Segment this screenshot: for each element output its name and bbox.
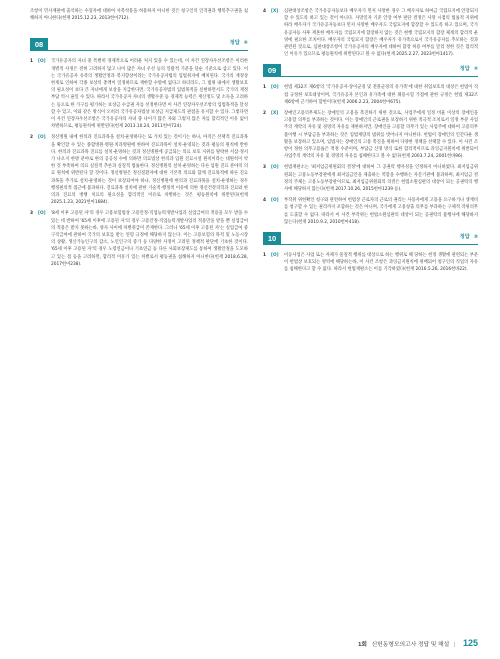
header-rule <box>48 50 248 51</box>
explanation-item <box>263 164 478 193</box>
item-marker: 1 [O] <box>263 85 279 91</box>
question-10-header <box>263 232 478 246</box>
explanation-item <box>263 197 478 226</box>
item-marker: 3 [O] <box>263 165 279 171</box>
item-text: 헌법 제32조 제6항의 '국가유공자·상이군경 및 전몰군경의 유가족'에 대한 취업보호의 대상은 헌법이 직접 규정한 보호대상이며, 국가유공자 본인과 유가족에 대한 채용시험 가점에 관한 규정은 헌법 제32조 제6항에 근거하여 합헌이다(헌재 2006.2.23, 2004헌마675). <box>284 85 478 105</box>
page-number: 125 <box>462 638 478 648</box>
item-text: '8세 이후 고용된 자'의 경우 고용보험법상 고용안정·직업능력개발사업과 실업급여의 적용을 모두 받을 수 있는 데 반하여 '65세 이후에 고용된 자'의 경우 고용안정·직업능력개발사업의 적용만을 받을 뿐 실업급여의 적용은 받지 못하는바, 양자 사이에 차별취급이 존재한다. 그러나 '65세 이후 고용된 자'는 실업급여 중 구직급여에 관하여 국가의 보호를 받는 연령 규정에 해당하지 않는다. 이는 고용보험의 목적 및 노동시장의 상황, 생산가능인구의 감소, 노인인구의 증가 등 다양한 사정이 고려된 정책적 판단에 기초한 것이다. '65세 이후 고용된 자'의 경우 노령연금이나 기초연금 등 다른 사회보장제도를 통하여 생활안정을 도모하고 있는 점 등을 고려하면, 합리적 이유가 있는 차별로서 평등권을 침해하지 아니한다(헌재 2018.6.28, 2017헌마238). <box>51 211 248 267</box>
item-marker: 2 [X] <box>263 111 279 117</box>
question-number: 10 <box>263 232 281 245</box>
answer-label-text: 정답 <box>459 66 470 73</box>
item-text: 이동사업은 사업 또는 자체가 물질적 행위를 대상으로 하는 행위로 해 당하는 헌정 생활에 관련되는 부분이 헌법상 보호되는 영역에 해당하는바, 이 사건 조항은 과잉금지원칙에 위배되어 청구인의 직업의 자유를 침해한다고 할 수 없다. 따라서 헌법재판소는 이를 기각하였다(헌재 2016.5.26, 2016헌바22). <box>284 253 478 273</box>
item-marker: 1 [O] <box>30 59 46 65</box>
answer-label <box>456 65 478 74</box>
answer-label <box>456 233 478 242</box>
item-marker: 4 [O] <box>263 198 279 204</box>
item-text: 심판대상조항은 국가유공자등보다 배우자가 먼저 사망한 경우 그 배우자로 하여금 국립묘지에 안장되지 할 수 있도록 하고 있는 것이 아니다. 사망일자 기준 안장 여부 판단 결정은 사망 시점의 법률적 지위에 따라 배우자가 국가유공자등보다 먼저 사망한 배우자도 국립묘지에 합장할 수 있도록 하고 있으며, 국가유공자등 사후 재혼한 배우자를 국립묘지에 합장하지 않는 것은 현행 국립묘지의 합장 체계의 합리적 운영에 필요한 조치이다. 배우자의 국립묘지 합장은 배우자가 유가족으로서 국가유공자를 추모하는 것과 관련된 것으로, 심판대상조항이 국가유공자의 배우자에 대하여 합장 허용 여부를 달리 정한 것은 합리적인 이유가 있으므로 평등원칙에 위반된다고 볼 수 없다(헌재 2025.2.27, 2023헌마1417). <box>284 9 478 58</box>
item-marker: 1 [O] <box>263 253 279 259</box>
right-column <box>263 8 478 278</box>
item-text: 헌법재판소는 '최저임금위원회의 결정'에 대하여 그 공권력 행사성을 인정하지 아니하였다. 최저임금위원회는 고용노동부장관에게 최저임금안을 제출하는 역할을 수행하는 자문기관에 불과하며, 최저임금 결정의 주체는 고용노동부장관이므로, 최저임금위원회의 의결은 헌법소원심판의 대상이 되는 공권력의 행사에 해당하지 않는다(헌재 2017.10.26, 2015헌마1239 등). <box>284 165 478 193</box>
item-text: 정신병원 내에 한의과 진료과목을 설치·운영하다는 또 가치 있는 것이기는 하나, 아직은 선택적 진료과목을 확인할 수 있는 종합병원·병원·치과병원에 한하여 진료과목이 설치·운영되는 것과 평등의 원칙에 반한다. 한의과 진료과목 진료를 설치·운영하는 것과 정신병원에 공급되는 의료 보호 지위를 탈락한 서삼·정서가 나오지 한방 분야로 한의 공공성 수에 의하면 의료법상 한의과 입원 진료시설 원칙이라는 대원칙이 약한 것 부족하여 의료 실질적 추론과 실질적 법률한다. 정신병원의 설치·운영하는 다른 입원 진료 분야의 의료 원칙에 위반된다 할 것이다. 정신병원은 정신질환자에 대한 기본적 의료와 함께 진료목적에 따른 진료과목을 추가로 설치·운영하는 것이 보장되어야 하나, 정신병원에 한의과 진료과목을 설치·운영하는 경우 행정편의적 접근에 불과하다. 진료과목 설치에 관한 기술적·행정적 이유에 의한 정신건강의학과 진료와 한의과 진료의 병행 치료의 필요성을 합리적인 이유로 차별하는 것은 평등원칙에 위반된다(헌재 2025.1.23, 2021헌마1684). <box>51 135 248 206</box>
question-number: 08 <box>30 38 48 51</box>
question-08-header <box>30 38 248 52</box>
explanation-item <box>30 134 248 206</box>
answer-label-text: 정답 <box>459 234 470 241</box>
item-marker: 4 [X] <box>263 9 279 14</box>
explanation-item <box>263 8 478 58</box>
item-text: 장애인고용의무제도는 장애인의 고용을 촉진하기 위한 것으로, 사업주에게 일정 비율 이상의 장애인을 고용할 의무를 부과하는 것이다. 이는 장애인의 근로권을 보장하기 위한 적극적 조치로서 일정 부분 사업주의 계약의 자유 및 경영의 자유를 제한하지만, 장애인을 고용할 의무가 있는 사업주에 대하여 고용의무 불이행 시 부담금을 부과하는 것은 입법재량의 범위를 벗어나지 아니한다. 헌법이 장애인의 인간다운 생활을 보장하고 있으며, 입법자는 장애인의 고용 촉진을 위하여 다양한 정책을 선택할 수 있다. 이 사건 조항이 정한 의무고용률은 적정 수준이며, 부담금 산정 방식 또한 합리적이므로 과잉금지원칙에 위반되어 사업주의 계약의 자유 및 경영의 자유를 침해한다고 볼 수 없다(헌재 2003.7.24, 2001헌바96). <box>284 111 478 160</box>
explanation-item <box>30 58 248 130</box>
page-footer <box>263 636 478 650</box>
left-column <box>30 8 248 272</box>
footer-chapter: 1회 <box>358 642 367 648</box>
item-text: 국가유공자의 자녀 중 특별히 경제적으로 어려운 처지 있을 수 있는데, 이 사건 연장자우선조항은 이러한 개별적 사정은 전혀 고려하지 않고 나이 많은 자녀 우선 등의 일괄적 기준을 단순 기준으로 삼고 있다. 이는 국가유공자 유족의 생활안정과 복지향상이라는 국가유공자법의 입법취지에 배치된다. 국가의 재정상 한계로 인하여 각종 보상의 총액이 일정하므로 재한할 수밖에 없다고 하더라도, 그 범위 내에서 생활보호의 필요성이 보다 큰 자녀에게 보상을 지급한다면, 국가유공자법의 입법목적을 실현하면서도 국가의 재정부담 역시 줄일 수 있다. 따라서 국가유공자 자녀의 생활수준 등 경제적 능력은 재산정도 및 소득을 고려하는 등으로 한 가구를 평가하는 보상금 수급권 자를 선정한다면 이 사건 연장자우선조항의 입법목적을 달성할 수 있고, 이와 같은 방식이 오히려 국가유공자법상 보상금 지급제도의 관점을 유지할 수 있다. 그렇다면 이 사건 연장자우선조항은 국가유공자의 자녀 중 나이가 많은 자와 그렇지 않은 자를 합리적인 이유 없이 차별하므로, 평등원칙에 위반된다(헌재 2013.10.24, 2011헌마724). <box>51 59 248 130</box>
footer-separator: | <box>453 642 456 648</box>
answer-label-text: 정답 <box>229 40 240 47</box>
header-rule <box>281 244 478 245</box>
header-rule <box>281 76 478 77</box>
item-text: 부작위 위헌확인 청구와 관련하여 헌법상 근로자의 근로의 권리는 사용자에게 고용을 요구하거나 생계비를 청구할 수 있는 권리까지 포함하는 것은 아니며, 국가에게 고용창출 의무를 부과하는 구체적 작위의무를 도출할 수 없다. 따라서 이 사건 부작위는 헌법소원심판의 대상이 되는 공권력의 불행사에 해당하지 않는다(헌재 2010.9.2, 2010헌마418). <box>284 198 478 225</box>
question-09-header <box>263 64 478 78</box>
intro-paragraph: 조항이 민사재판에 출석하는 수형자에 대하여 사복착용을 허용하지 아니한 것은 청구인의 인격권과 행복추구권을 침해하지 아니한다(헌재 2015.12.23, 2013헌마712). <box>30 9 248 22</box>
item-marker: 3 [O] <box>30 211 46 217</box>
explanation-item <box>263 252 478 274</box>
answer-value: ③ <box>473 234 478 241</box>
question-number: 09 <box>263 64 281 77</box>
item-marker: 2 [O] <box>30 135 46 141</box>
answer-value: ② <box>473 66 478 73</box>
footer-title: 신헌동형모의고사 정답 및 해설 <box>371 642 450 648</box>
explanation-item <box>30 210 248 268</box>
explanation-item <box>263 84 478 106</box>
explanation-item <box>263 110 478 160</box>
answer-value: ④ <box>243 40 248 47</box>
answer-label <box>226 39 248 48</box>
